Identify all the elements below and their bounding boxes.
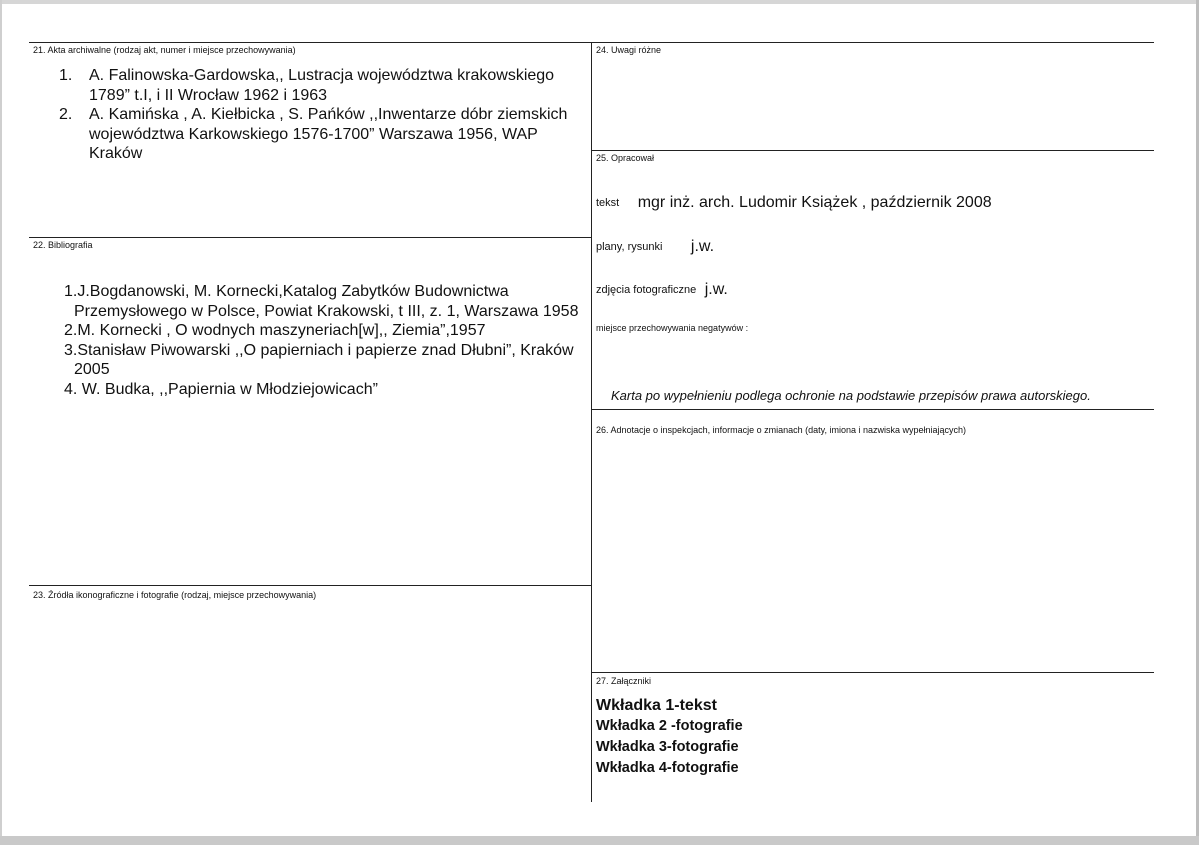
zdjecia-label: zdjęcia fotograficzne <box>596 284 697 296</box>
scan-edge-left <box>0 0 2 845</box>
copyright-notice: Karta po wypełnieniu podlega ochronie na podstawie przepisów prawa autorskiego. <box>611 388 1091 403</box>
rule-25 <box>591 150 1154 151</box>
plans-row <box>596 238 714 256</box>
list-item <box>59 105 589 164</box>
rule-27 <box>591 672 1154 673</box>
plany-value: j.w. <box>690 238 715 255</box>
list-item: 2.M. Kornecki , O wodnych maszyneriach[w],, Ziemia”,1957 <box>64 322 486 339</box>
scan-edge-bottom <box>0 836 1199 845</box>
list-item: Wkładka 1-tekst <box>596 697 717 714</box>
section-25-label: 25. Opracował <box>596 153 655 163</box>
list-item: 4. W. Budka, ,,Papiernia w Młodziejowicach” <box>64 380 378 398</box>
list-item-number: 1. <box>59 67 73 84</box>
tekst-value: mgr inż. arch. Ludomir Książek , październik 2008 <box>637 194 992 211</box>
list-item <box>59 66 589 105</box>
section-26-label: 26. Adnotacje o inspekcjach, informacje o zmianach (daty, imiona i nazwiska wypełniających) <box>596 425 967 435</box>
section-24-label: 24. Uwagi różne <box>596 45 662 55</box>
rule-26 <box>591 409 1154 410</box>
author-text-row <box>596 194 992 212</box>
archival-records-list <box>59 66 589 164</box>
list-item: Wkładka 2 -fotografie <box>596 718 743 734</box>
section-23-label: 23. Źródła ikonograficzne i fotografie (rodzaj, miejsce przechowywania) <box>33 590 317 600</box>
list-item: Wkładka 3-fotografie <box>596 739 739 755</box>
list-item-text: A. Kamińska , A. Kiełbicka , S. Pańków ,,Inwentarze dóbr ziemskich województwa Karkowskiego 1576-1700” Warszawa 1956, WAP Kraków <box>89 106 568 162</box>
attachments-list <box>596 695 743 779</box>
tekst-label: tekst <box>596 197 620 209</box>
list-item-number: 2. <box>59 106 73 123</box>
scan-edge-top <box>0 0 1199 4</box>
bibliography-list <box>64 282 584 399</box>
list-item: 1.J.Bogdanowski, M. Kornecki,Katalog Zabytków Budownictwa Przemysłowego w Polsce, Powiat Krakowski, t III, z. 1, Warszawa 1958 <box>64 283 579 320</box>
list-item: Wkładka 4-fotografie <box>596 760 739 776</box>
section-27-label: 27. Załączniki <box>596 676 652 686</box>
section-21-label: 21. Akta archiwalne (rodzaj akt, numer i miejsce przechowywania) <box>33 45 296 55</box>
negatives-label: miejsce przechowywania negatywów : <box>596 323 749 333</box>
photos-row <box>596 281 728 299</box>
section-22-label: 22. Bibliografia <box>33 240 93 250</box>
rule-23 <box>29 585 591 586</box>
plany-label: plany, rysunki <box>596 241 663 253</box>
column-divider <box>591 42 592 802</box>
list-item: 3.Stanisław Piwowarski ,,O papierniach i papierze znad Dłubni”, Kraków 2005 <box>64 341 574 378</box>
rule-22 <box>29 237 591 238</box>
zdjecia-value: j.w. <box>704 281 728 298</box>
list-item-text: A. Falinowska-Gardowska,, Lustracja województwa krakowskiego 1789” t.I, i II Wrocław 1962 i 1963 <box>89 67 555 104</box>
